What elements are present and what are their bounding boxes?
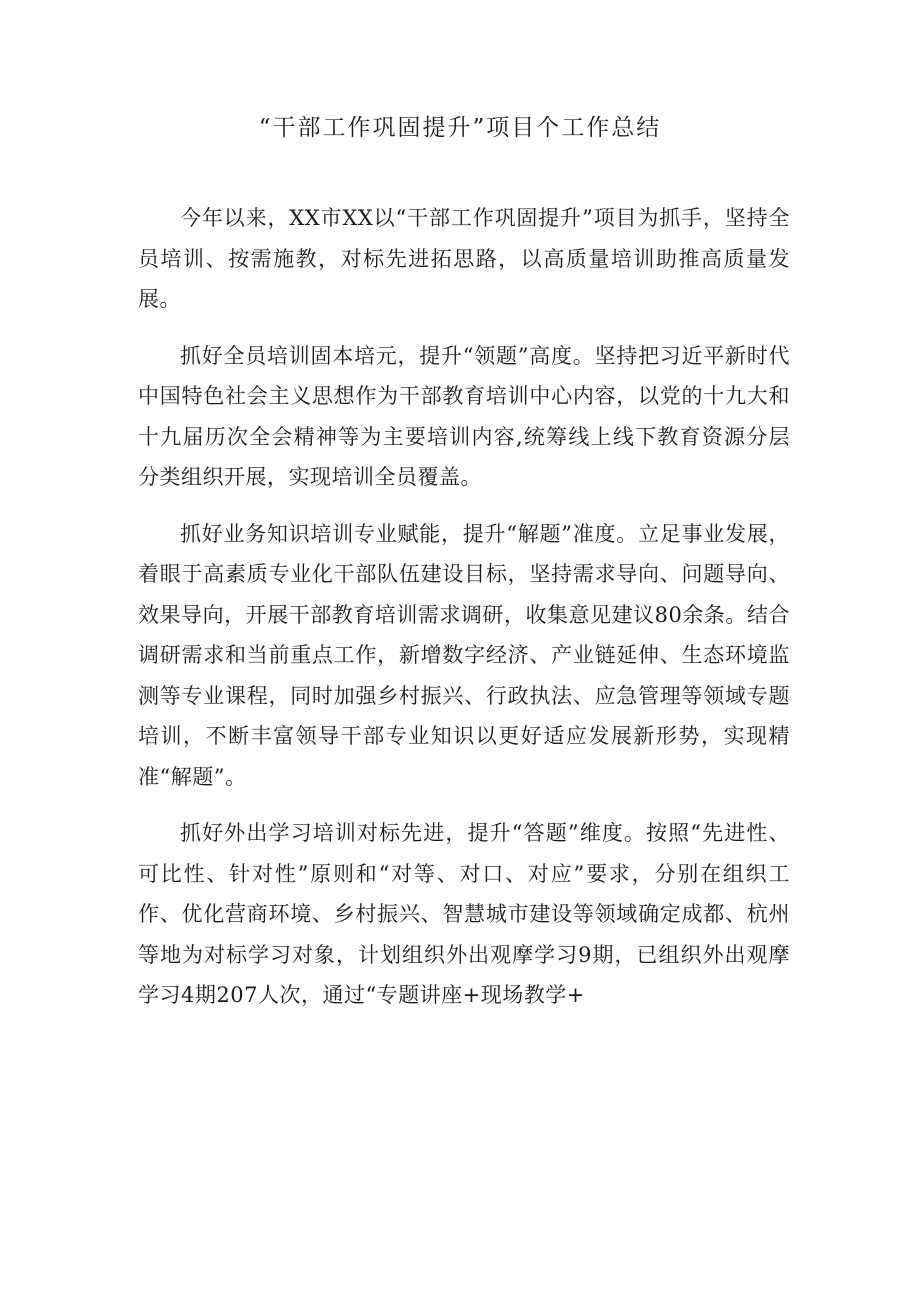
- document-body: [138, 198, 790, 1032]
- paragraph-full-training: 抓好全员培训固本培元，提升“领题”高度。坚持把习近平新时代中国特色社会主义思想作为干部教育培训中心内容，以党的十九大和十九届历次全会精神等为主要培训内容,统筹线上线下教育资源分层分类组织开展，实现培训全员覆盖。: [138, 343, 790, 489]
- paragraph-professional-training: 抓好业务知识培训专业赋能，提升“解题”准度。立足事业发展，着眼于高素质专业化干部队伍建设目标，坚持需求导向、问题导向、效果导向，开展干部教育培训需求调研，收集意见建议80余条。结合调研需求和当前重点工作，新增数字经济、产业链延伸、生态环境监测等专业课程，同时加强乡村振兴、行政执法、应急管理等领域专题培训，不断丰富领导干部专业知识以更好适应发展新形势，实现精准“解题”。: [138, 521, 790, 789]
- paragraph-intro: 今年以来，XX市XX以“干部工作巩固提升”项目为抓手，坚持全员培训、按需施教，对标先进拓思路，以高质量培训助推高质量发展。: [138, 206, 790, 311]
- document-title: “干部工作巩固提升”项目个工作总结: [258, 115, 662, 141]
- paragraph-external-learning: 抓好外出学习培训对标先进，提升“答题”维度。按照“先进性、可比性、针对性”原则和“对等、对口、对应”要求，分别在组织工作、优化营商环境、乡村振兴、智慧城市建设等领域确定成都、杭州等地为对标学习对象，计划组织外出观摩学习9期，已组织外出观摩学习4期207人次，通过“专题讲座+现场教学+: [138, 821, 790, 1007]
